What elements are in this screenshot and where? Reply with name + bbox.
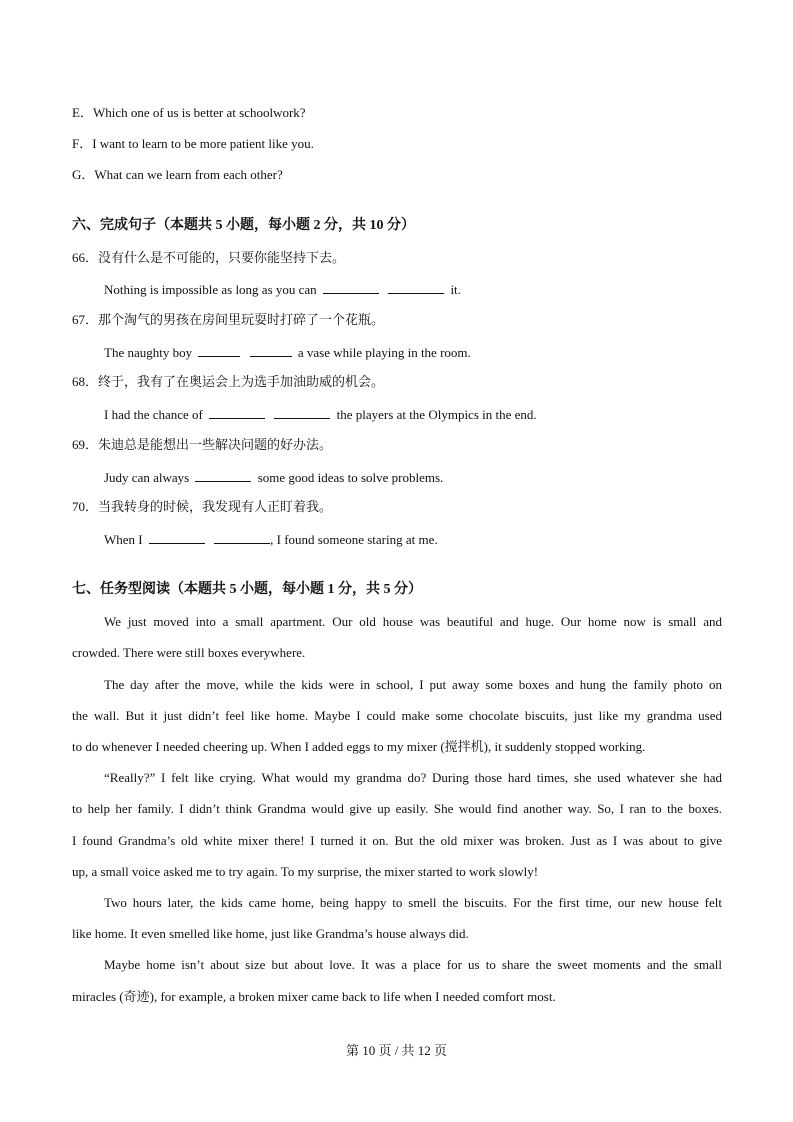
q69-text-before: Judy can always [104,470,190,485]
q67-blank-1[interactable] [198,343,240,357]
passage-line: “Really?” I felt like crying. What would my grandma do? During those hard times, she used whatever she had [104,770,722,785]
q66-blank-2[interactable] [388,280,444,294]
q69-text-after: some good ideas to solve problems. [257,470,444,485]
q70-blank-1[interactable] [149,530,205,544]
q70-text-after: , I found someone staring at me. [270,532,438,547]
q67-text-before: The naughty boy [104,345,193,360]
passage-line: up, a small voice asked me to try again. To my surprise, the mixer started to work slowly! [72,864,539,879]
option-f: F．I want to learn to be more patient like you. [72,136,314,151]
q70-english [104,530,438,549]
q70-chinese: 70．当我转身的时候，我发现有人正盯着我。 [72,499,333,514]
q68-text-after: the players at the Olympics in the end. [336,407,537,422]
passage-line: Maybe home isn’t about size but about love. It was a place for us to share the sweet moments and the small [104,957,722,972]
passage-line: We just moved into a small apartment. Our old house was beautiful and huge. Our home now is small and [104,614,722,629]
q67-english [104,343,471,362]
section-6-heading: 六、完成句子（本题共 5 小题，每小题 2 分，共 10 分） [72,218,415,233]
q70-text-before: When I [104,532,143,547]
q66-blank-1[interactable] [323,280,379,294]
q68-english [104,405,537,424]
passage-line: Two hours later, the kids came home, being happy to smell the biscuits. For the first time, our new house felt [104,895,722,910]
q66-chinese: 66．没有什么是不可能的，只要你能坚持下去。 [72,250,346,265]
q66-text-after: it. [450,282,461,297]
passage-line: the wall. But it just didn’t feel like home. Maybe I could make some chocolate biscuits, just like my grandma used [72,708,722,723]
q68-text-before: I had the chance of [104,407,203,422]
q69-chinese: 69．朱迪总是能想出一些解决问题的好办法。 [72,437,333,452]
passage-line: to help her family. I didn’t think Grandma would give up easily. She would find another way. So, I ran to the boxes. [72,801,722,816]
passage-line: crowded. There were still boxes everywhere. [72,645,306,660]
q69-blank-1[interactable] [195,468,251,482]
q67-text-after: a vase while playing in the room. [297,345,471,360]
q66-text-before: Nothing is impossible as long as you can [104,282,317,297]
q67-blank-2[interactable] [250,343,292,357]
q67-chinese: 67．那个淘气的男孩在房间里玩耍时打碎了一个花瓶。 [72,312,385,327]
q68-blank-1[interactable] [209,405,265,419]
q68-chinese: 68．终于，我有了在奥运会上为选手加油助威的机会。 [72,374,385,389]
q68-blank-2[interactable] [274,405,330,419]
passage-line: The day after the move, while the kids were in school, I put away some boxes and hung the family photo on [104,677,722,692]
option-e: E．Which one of us is better at schoolwork? [72,105,306,120]
passage-line: like home. It even smelled like home, just like Grandma’s house always did. [72,926,469,941]
page-number-footer: 第 10 页 / 共 12 页 [345,1043,448,1058]
passage-line: miracles (奇迹), for example, a broken mixer came back to life when I needed comfort most. [72,989,556,1004]
q70-blank-2[interactable] [214,530,270,544]
passage-line: I found Grandma’s old white mixer there! I turned it on. But the old mixer was broken. Just as I was about to give [72,833,722,848]
option-g: G．What can we learn from each other? [72,167,283,182]
section-7-heading: 七、任务型阅读（本题共 5 小题，每小题 1 分，共 5 分） [72,582,422,597]
q69-english [104,468,443,487]
passage-line: to do whenever I needed cheering up. When I added eggs to my mixer (搅拌机), it suddenly stopped working. [72,739,646,754]
q66-english [104,280,461,299]
